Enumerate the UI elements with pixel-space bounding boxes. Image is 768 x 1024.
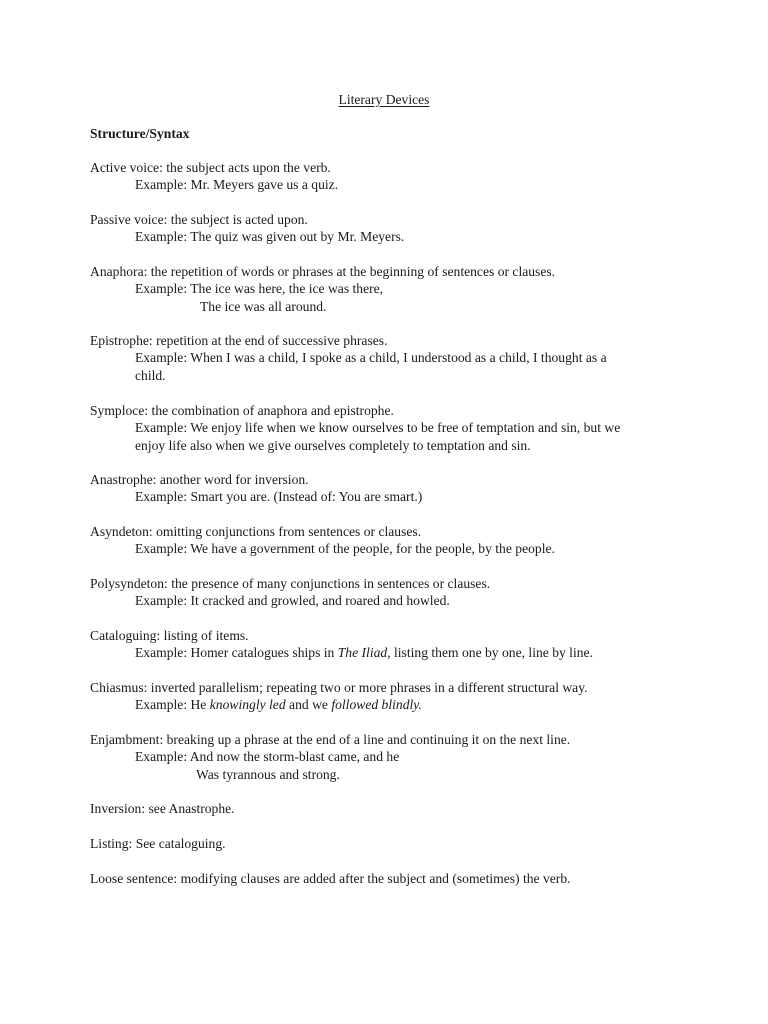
example-continuation: child. xyxy=(135,367,166,383)
example-passive-voice xyxy=(90,228,690,245)
example-text: Example: We have a government of the people, for the people, by the people. xyxy=(135,541,555,557)
entry-passive-voice xyxy=(90,211,690,246)
entry-active-voice xyxy=(90,159,690,194)
definition-passive-voice: Passive voice: the subject is acted upon. xyxy=(90,212,308,227)
example-epistrophe xyxy=(90,349,690,384)
definition-enjambment: Enjambment: breaking up a phrase at the end of a line and continuing it on the next line. xyxy=(90,732,571,747)
definition-anastrophe: Anastrophe: another word for inversion. xyxy=(90,472,309,487)
entry-anaphora xyxy=(90,263,690,315)
entry-enjambment xyxy=(90,731,690,783)
entry-cataloguing xyxy=(90,627,690,662)
example-chiasmus xyxy=(90,696,690,713)
example-text: Example: The ice was here, the ice was there, xyxy=(135,281,384,297)
entry-polysyndeton xyxy=(90,575,690,610)
entry-chiasmus xyxy=(90,679,690,714)
document-title: Literary Devices xyxy=(338,92,430,107)
example-text: Example: It cracked and growled, and roared and howled. xyxy=(135,593,450,609)
definition-epistrophe: Epistrophe: repetition at the end of successive phrases. xyxy=(90,333,388,348)
definition-listing: Listing: See cataloguing. xyxy=(90,836,226,851)
example-text xyxy=(135,696,690,713)
entry-epistrophe xyxy=(90,332,690,384)
definition-loose-sentence: Loose sentence: modifying clauses are added after the subject and (sometimes) the verb. xyxy=(90,871,571,886)
example-text: Example: We enjoy life when we know ourselves to be free of temptation and sin, but we xyxy=(135,420,621,436)
example-symploce xyxy=(90,419,690,454)
italic-phrase-2: followed blindly. xyxy=(331,697,422,713)
example-anastrophe xyxy=(90,488,690,505)
example-polysyndeton xyxy=(90,592,690,609)
example-continuation: Was tyrannous and strong. xyxy=(196,766,340,782)
entry-loose-sentence xyxy=(90,870,690,887)
entry-symploce xyxy=(90,402,690,454)
definition-cataloguing: Cataloguing: listing of items. xyxy=(90,628,249,643)
entry-inversion xyxy=(90,800,690,817)
entry-listing xyxy=(90,835,690,852)
example-suffix: , listing them one by one, line by line. xyxy=(387,645,593,661)
example-middle: and we xyxy=(285,697,332,713)
definition-polysyndeton: Polysyndeton: the presence of many conjunctions in sentences or clauses. xyxy=(90,576,491,591)
example-text: Example: And now the storm-blast came, and he xyxy=(135,749,400,765)
entry-asyndeton xyxy=(90,523,690,558)
book-title-italic: The Iliad xyxy=(337,645,388,661)
example-text: Example: Smart you are. (Instead of: You are smart.) xyxy=(135,489,423,505)
definition-anaphora: Anaphora: the repetition of words or phrases at the beginning of sentences or clauses. xyxy=(90,264,556,279)
example-active-voice xyxy=(90,176,690,193)
example-enjambment xyxy=(90,748,690,783)
definition-symploce: Symploce: the combination of anaphora and epistrophe. xyxy=(90,403,394,418)
example-anaphora xyxy=(90,280,690,315)
example-text: Example: When I was a child, I spoke as a child, I understood as a child, I thought as a xyxy=(135,350,607,366)
definition-asyndeton: Asyndeton: omitting conjunctions from sentences or clauses. xyxy=(90,524,422,539)
example-text: Example: The quiz was given out by Mr. Meyers. xyxy=(135,229,405,245)
example-text xyxy=(135,644,690,661)
entry-anastrophe xyxy=(90,471,690,506)
definition-inversion: Inversion: see Anastrophe. xyxy=(90,801,235,816)
definition-active-voice: Active voice: the subject acts upon the verb. xyxy=(90,160,331,175)
definition-chiasmus: Chiasmus: inverted parallelism; repeating two or more phrases in a different structural way. xyxy=(90,680,588,695)
example-prefix: Example: Homer catalogues ships in xyxy=(135,645,338,661)
italic-phrase-1: knowingly led xyxy=(209,697,286,713)
example-prefix: Example: He xyxy=(135,697,210,713)
example-text: Example: Mr. Meyers gave us a quiz. xyxy=(135,177,339,193)
example-asyndeton xyxy=(90,540,690,557)
example-continuation: enjoy life also when we give ourselves completely to temptation and sin. xyxy=(135,437,531,453)
section-heading: Structure/Syntax xyxy=(90,126,190,141)
example-cataloguing xyxy=(90,644,690,661)
example-continuation: The ice was all around. xyxy=(200,298,327,314)
